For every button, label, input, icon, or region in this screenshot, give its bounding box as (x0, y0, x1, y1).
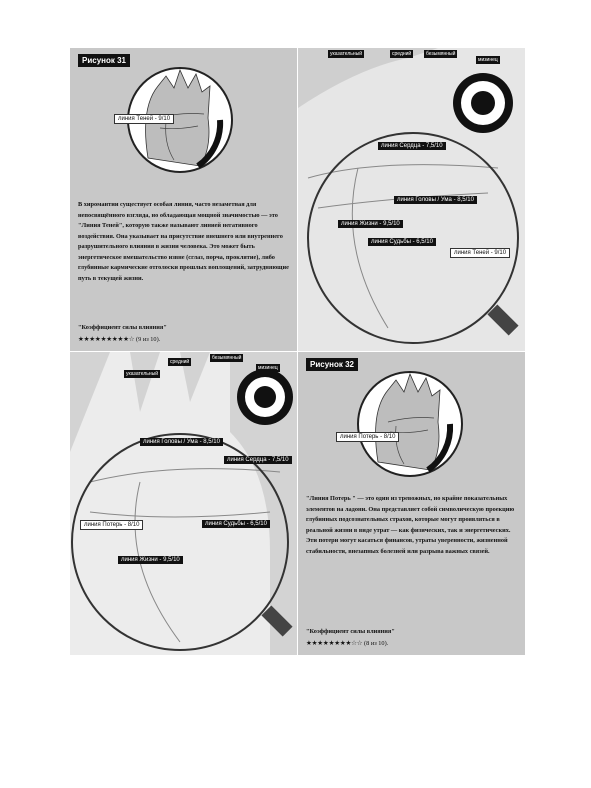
head-line-label: линия Головы / Ума - 8,5/10 (140, 438, 223, 446)
figure-31-title: Рисунок 31 (78, 54, 130, 67)
loss-line-label: линия Потерь - 8/10 (336, 432, 399, 442)
finger-middle-label: средний (170, 359, 190, 365)
life-line-label: линия Жизни - 9,5/10 (118, 556, 183, 564)
finger-little-label: мизинец (258, 365, 278, 371)
finger-ring-label: безымянный (426, 51, 456, 57)
figure-32-title: Рисунок 32 (306, 358, 358, 371)
fate-line-label: линия Судьбы - 6,5/10 (202, 520, 270, 528)
loss-line-label: линия Потерь - 8/10 (80, 520, 143, 530)
figure-31-panel (70, 48, 297, 351)
shadow-line-label: линия Теней - 9/10 (450, 248, 510, 258)
finger-little-label: мизинец (478, 57, 498, 63)
finger-middle-label: средний (392, 51, 412, 57)
shadow-line-label: линия Теней - 9/10 (114, 114, 174, 124)
figure-32-coef-value: ★★★★★★★★☆☆ (8 из 10). (306, 640, 389, 647)
figure-32-body: "Линия Потерь " — это один из тревожных, но крайне показательных элементов на ладони. Она представляет собой символическую проекцию глубинных подсознательных страхов, которые могут проявляться в реальной жизни в виде утрат — как физических, так и энергетических. Эти потери могут касаться финансов, утраты уверенности, жизненной стабильности, внезапных болезней или разрыва важных связей. (306, 495, 515, 555)
figure-32-panel (298, 352, 525, 655)
palm-bottom-left-illustration (70, 352, 297, 655)
heart-line-label: линия Сердца - 7,5/10 (378, 142, 446, 150)
figure-31-body: В хиромантии существует особая линия, часто незаметная для непосвящённого взгляда, но обладающая мощной значимостью — это "Линия Теней", которую также называют линией негативного воздействия. Она указывает на присутствие внешнего или внутреннего разрушительного влияния в жизни человека. Это может быть энергетическое вмешательство извне (сглаз, порча, проклятие), либо глубинные кармические отголоски прошлых воплощений, затрудняющие путь в текущей жизни. (78, 201, 289, 282)
figure-31-coef-label: "Коэффициент силы влияния" (78, 324, 167, 331)
finger-index-label: указательный (126, 371, 159, 377)
head-line-label: линия Головы / Ума - 8,5/10 (394, 196, 477, 204)
fate-line-label: линия Судьбы - 6,5/10 (368, 238, 436, 246)
figure-32-coef-label: "Коэффициент силы влияния" (306, 628, 395, 635)
figure-31-coef-value: ★★★★★★★★★☆ (9 из 10). (78, 336, 161, 343)
palm-magnifier-bottom-left (70, 352, 297, 655)
heart-line-label: линия Сердца - 7,5/10 (224, 456, 292, 464)
life-line-label: линия Жизни - 9,5/10 (338, 220, 403, 228)
palm-magnifier-top-right (298, 48, 525, 351)
finger-ring-label: безымянный (212, 355, 242, 361)
finger-index-label: указательный (330, 51, 363, 57)
